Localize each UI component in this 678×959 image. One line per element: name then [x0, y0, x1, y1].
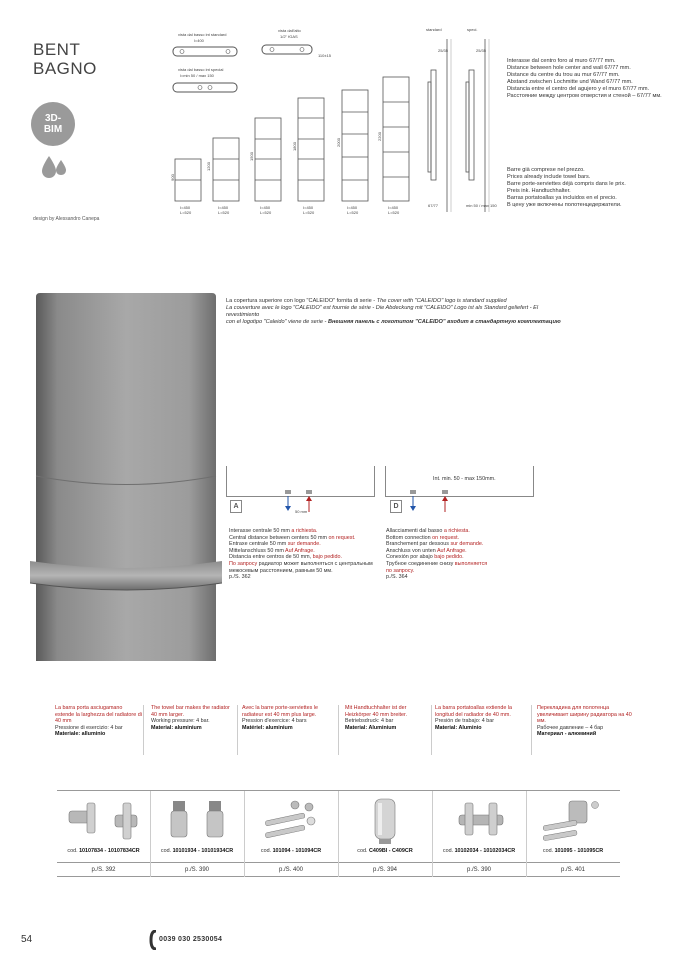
cover-note [226, 298, 566, 326]
col-text: Betriebsdruck: 4 bar [345, 718, 394, 725]
pipe-covers-image [251, 797, 333, 845]
height-label: 1800 [291, 142, 297, 151]
product-page-ref: p./S. 401 [560, 867, 586, 873]
conn-text-red: a richiesta. [291, 528, 318, 534]
spec-note: Prices already include towel bars. [507, 174, 591, 180]
radiator-image [30, 293, 222, 661]
conn-text: межосевым расстоянием, равным 50 мм. [229, 567, 333, 574]
conn-text: Distancia entre centros de 50 mm, [229, 554, 313, 561]
col-divider [244, 791, 245, 877]
spec-note: Interasse dal centro foro al muro 67/77 mm. [507, 58, 616, 64]
badge-line-2: BIM [43, 124, 63, 135]
width-label: I=450 [388, 205, 399, 210]
top-view-special-label: vista dal basso int special [178, 67, 224, 72]
connection-a-text [229, 528, 373, 581]
code-value: C409BI - C409CR [368, 848, 413, 854]
width-label: I=450 [180, 205, 191, 210]
height-label: 2200 [376, 132, 382, 141]
conn-text-red: bajo pedido. [312, 554, 342, 561]
spec-note: Distance between hole center and wall 67/77 mm. [507, 65, 631, 71]
width-label: I=450 [260, 205, 271, 210]
towel-bar-col-es [435, 705, 532, 755]
spec-notes-distance [507, 58, 662, 100]
top-view-side-conn: 1/2" fGAS [280, 34, 298, 39]
height-label: 2000 [335, 138, 341, 147]
product-code [432, 848, 526, 854]
col-text: Working pressure: 4 bar. [151, 718, 210, 725]
conn-text-red: on request. [432, 534, 460, 541]
conn-text: Entraxe centrale 50 mm [229, 541, 288, 548]
conn-text: Mittelanschluss 50 mm [229, 547, 286, 554]
product-page-ref: p./S. 392 [91, 867, 116, 873]
accessories-table [57, 791, 620, 877]
cover-note-text: La copertura superiore con logo "CALEIDO" fornita di serie - [226, 298, 377, 304]
conn-text-red: Auf Anfrage. [436, 547, 467, 554]
col-text-red: Перекладина для полотенца увеличивает ширину радиатора на 40 мм. [537, 705, 632, 725]
spec-note: Barre porte-serviettes déjà compris dans le prix. [507, 181, 626, 187]
spec-notes-bars [507, 167, 626, 209]
col-text-red: La barra portatoallas extiende la longitud del radiador de 40 mm. [435, 705, 513, 718]
conn-text-red: a richiesta. [443, 528, 470, 534]
col-text-bold: Material: Aluminium [345, 724, 397, 731]
conn-text: радиатор может выполняться с центральным [258, 560, 373, 567]
col-text-bold: Material: Aluminio [435, 724, 482, 731]
connection-a-letter: A [230, 500, 242, 513]
section-special-label: speci. [467, 27, 478, 32]
section-dim: 25/35 [476, 48, 487, 53]
towel-bar-col-en [151, 705, 238, 755]
col-divider [338, 791, 339, 877]
cod-label: cod. [260, 848, 273, 854]
central-valve-kit-image [439, 797, 521, 845]
conn-text: Central distance between centers 50 mm [229, 534, 329, 541]
conn-text: Allacciamenti dal basso [386, 528, 444, 534]
spec-note: В цену уже включены полотенцедержатели. [507, 202, 622, 208]
page-number: 54 [21, 934, 33, 945]
section-dim: 25/35 [438, 48, 449, 53]
code-value: 101094 - 101094CR [272, 848, 322, 854]
cod-label: cod. [357, 848, 369, 854]
col-text: Pressione di esercizio: 4 bar [55, 724, 123, 731]
bim-badge[interactable] [31, 102, 75, 146]
product-page-ref: p./S. 400 [278, 867, 304, 873]
width-label: L=520 [347, 210, 359, 215]
conn-text-red: on request. [328, 534, 356, 541]
col-text-red: The towel bar makes the radiator 40 mm larger. [151, 705, 230, 718]
valve-kit-image [63, 797, 145, 845]
spec-note: Barras portatoallas ya incluidos en el precio. [507, 195, 617, 201]
cover-note-text: The cover with "CALEIDO" logo is standard supplied [376, 298, 507, 304]
width-label: L=520 [180, 210, 192, 215]
col-text-red: Mit Handtuchhalter ist der Heizkörper 40 mm breiter. [345, 705, 408, 718]
designer-credit: design by Alessandro Canepa [33, 216, 100, 222]
section-standard-label: standard [426, 27, 442, 32]
side-sections [415, 34, 495, 214]
thermostatic-head-image [345, 795, 427, 847]
conn-text: Interasse centrale 50 mm [229, 528, 292, 534]
phone-number[interactable]: 0039 030 2530054 [159, 936, 223, 943]
phone-icon [149, 930, 159, 950]
towel-bar-col-fr [242, 705, 339, 755]
spec-note: Distance du centre du trou au mur 67/77 mm. [507, 72, 620, 78]
title-line-1: BENT [33, 40, 81, 59]
width-label: L=520 [388, 210, 400, 215]
col-text: Pression d'exercice: 4 bars [242, 718, 307, 725]
badge-line-1: 3D- [44, 113, 62, 124]
cod-label: cod. [542, 848, 555, 854]
conn-text-red: sur demande. [450, 541, 484, 548]
col-text-bold: Материал - алюминий [537, 731, 597, 738]
angled-valves-image [157, 797, 239, 845]
spec-note: Barre già comprese nel prezzo. [507, 167, 585, 173]
connection-d-arrows [404, 488, 464, 518]
col-text-bold: Matériel: aluminium [242, 724, 293, 731]
top-view-standard-label: vista dal basso int standard [178, 32, 227, 37]
cover-note-text: Внешняя панель с логотипом "CALEIDO" входит в стандартную комплектацию [327, 319, 561, 325]
col-text: Рабочее давление – 4 бар [537, 724, 604, 731]
code-value: 101095 - 101095CR [554, 848, 604, 854]
title-line-2: BAGNO [33, 59, 97, 78]
conn-text: Conexión por abajo [386, 554, 435, 561]
product-code [526, 848, 620, 854]
product-code [338, 848, 432, 854]
connection-d-letter: D [390, 500, 402, 513]
spec-note: Расстояние между центром отверстия и стеной – 67/77 мм. [507, 93, 662, 99]
conn-text: Anschluss von unten [386, 547, 437, 554]
product-page-ref: p./S. 390 [466, 867, 492, 873]
technical-drawing [170, 22, 500, 222]
product-code [150, 848, 244, 854]
conn-text-red: sur demande. [287, 541, 321, 548]
conn-text-red: выполняется [454, 560, 488, 567]
width-label: I=450 [218, 205, 229, 210]
col-text-red: Avec la barre porte-serviettes le radiateur est 40 mm plus large. [242, 705, 319, 718]
cod-label: cod. [442, 848, 455, 854]
spec-note: Abstand zwischen Lochmitte und Wand 67/77 mm. [507, 79, 633, 85]
front-elevations [170, 42, 410, 217]
code-value: 10107834 - 10107834CR [79, 848, 140, 854]
height-label: 1500 [248, 152, 254, 161]
cod-label: cod. [67, 848, 80, 854]
col-text: Presión de trabajo: 4 bar [435, 718, 495, 725]
top-view-special-dim: l=min 50 / max 150 [180, 73, 214, 78]
towel-bar-col-it [55, 705, 144, 755]
product-title [33, 40, 97, 78]
connection-d-dim: Int. min. 50 - max 150mm. [433, 476, 496, 482]
spec-note: Distancia entre el centro del agujero y el muro 67/77 mm. [507, 86, 650, 92]
height-label: 1200 [205, 162, 211, 171]
code-value: 10102034 - 10102034CR [454, 848, 516, 854]
product-code [57, 848, 150, 854]
cover-note-text: con el logotipo "Caleido" viene de serie - [226, 319, 328, 325]
product-code [244, 848, 338, 854]
connection-d-page-ref: p./S. 364 [386, 574, 408, 581]
towel-bar-info [55, 705, 645, 760]
cover-note-text: La couverture avec le logo "CALEIDO" est fournie de série - Die Abdeckung mit "CALEIDO" Logo ist als Standard geliefert - El revestimiento [226, 305, 539, 318]
width-label: L=520 [218, 210, 230, 215]
width-label: L=520 [303, 210, 315, 215]
connection-d-text [386, 528, 487, 581]
towel-bar-col-de [345, 705, 432, 755]
height-label: 900 [169, 174, 175, 181]
spec-note: Preis ink. Handtuchhalter. [507, 188, 571, 194]
top-view-side-dim: 110±15 [318, 53, 332, 58]
width-label: I=450 [303, 205, 314, 210]
col-text-red: La barra porta asciugamano estende la larghezza del radiatore di 40 mm [55, 705, 142, 725]
conn-text-red: bajo pedido. [434, 554, 464, 561]
product-page-ref: p./S. 390 [184, 867, 210, 873]
conn-text: Branchement par dessous [386, 541, 451, 548]
col-text-bold: Material: aluminium [151, 724, 202, 731]
col-divider [432, 791, 433, 877]
cod-label: cod. [160, 848, 173, 854]
conn-text: Bottom connection [386, 534, 433, 541]
top-view-side-label: vista dall'alto [278, 28, 301, 33]
section-dim: min 50 / max 150 [466, 203, 497, 208]
conn-text-red: по запросу. [386, 567, 415, 574]
section-dim: 67/77 [428, 203, 439, 208]
center-pipe-covers-image [533, 797, 615, 845]
code-value: 10101934 - 10101934CR [172, 848, 234, 854]
water-drops-icon [40, 154, 70, 184]
col-text-bold: Materiale: alluminio [55, 731, 106, 738]
conn-text: Трубное соединение снизу [386, 560, 455, 567]
width-label: L=520 [260, 210, 272, 215]
towel-bar-col-ru [537, 705, 641, 755]
connection-a-page-ref: p./S. 362 [229, 574, 251, 581]
conn-text-red: По запросу [229, 560, 259, 567]
conn-text-red: Auf Anfrage. [285, 547, 315, 554]
connection-a-dim: 50 mm [295, 509, 308, 514]
col-divider [526, 791, 527, 877]
col-divider [150, 791, 151, 877]
top-view-standard-dim: l=400 [194, 38, 204, 43]
product-page-ref: p./S. 394 [372, 867, 398, 873]
width-label: I=450 [347, 205, 358, 210]
